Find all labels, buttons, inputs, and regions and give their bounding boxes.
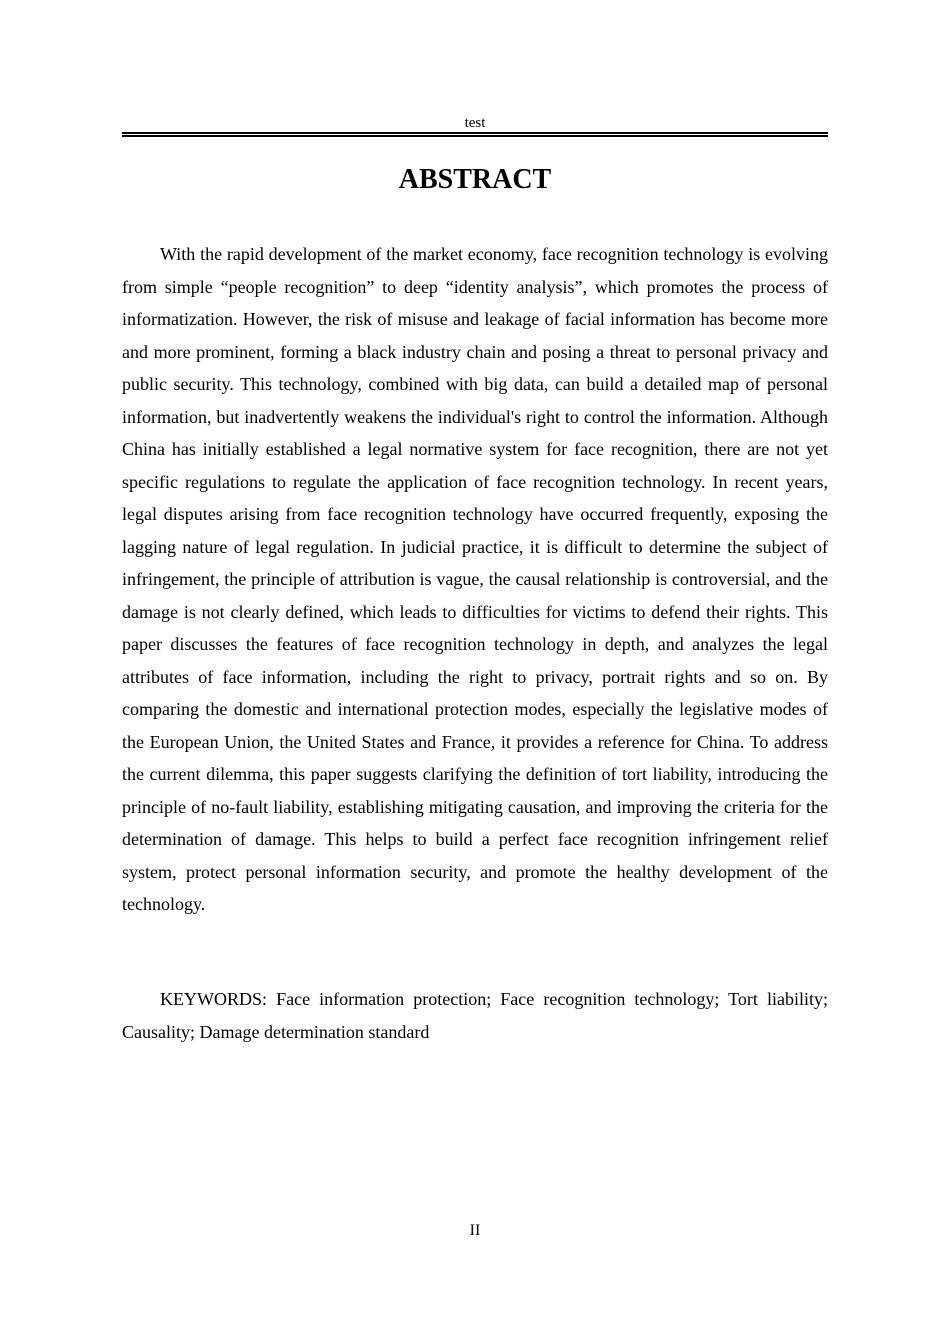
page-number: II xyxy=(469,1222,481,1239)
header-rule-bottom xyxy=(122,135,828,137)
keywords-paragraph: KEYWORDS: Face information protection; Face recognition technology; Tort liability; Causality; Damage determination standard xyxy=(122,989,828,1042)
page-title: ABSTRACT xyxy=(398,164,552,195)
running-header: test xyxy=(464,115,486,131)
header-rule-top xyxy=(122,132,828,134)
abstract-paragraph: With the rapid development of the market economy, face recognition technology is evolving from simple “people recognition” to deep “identity analysis”, which promotes the process of informatization. However, the risk of misuse and leakage of facial information has become more and more prominent, forming a black industry chain and posing a threat to personal privacy and public security. This technology, combined with big data, can build a detailed map of personal information, but inadvertently weakens the individual's right to control the information. Although China has initially established a legal normative system for face recognition, there are not yet specific regulations to regulate the application of face recognition technology. In recent years, legal disputes arising from face recognition technology have occurred frequently, exposing the lagging nature of legal regulation. In judicial practice, it is difficult to determine the subject of infringement, the principle of attribution is vague, the causal relationship is controversial, and the damage is not clearly defined, which leads to difficulties for victims to defend their rights. This paper discusses the features of face recognition technology in depth, and analyzes the legal attributes of face information, including the right to privacy, portrait rights and so on. By comparing the domestic and international protection modes, especially the legislative modes of the European Union, the United States and France, it provides a reference for China. To address the current dilemma, this paper suggests clarifying the definition of tort liability, introducing the principle of no-fault liability, establishing mitigating causation, and improving the criteria for the determination of damage. This helps to build a perfect face recognition infringement relief system, protect personal information security, and promote the healthy development of the technology. xyxy=(122,244,828,914)
